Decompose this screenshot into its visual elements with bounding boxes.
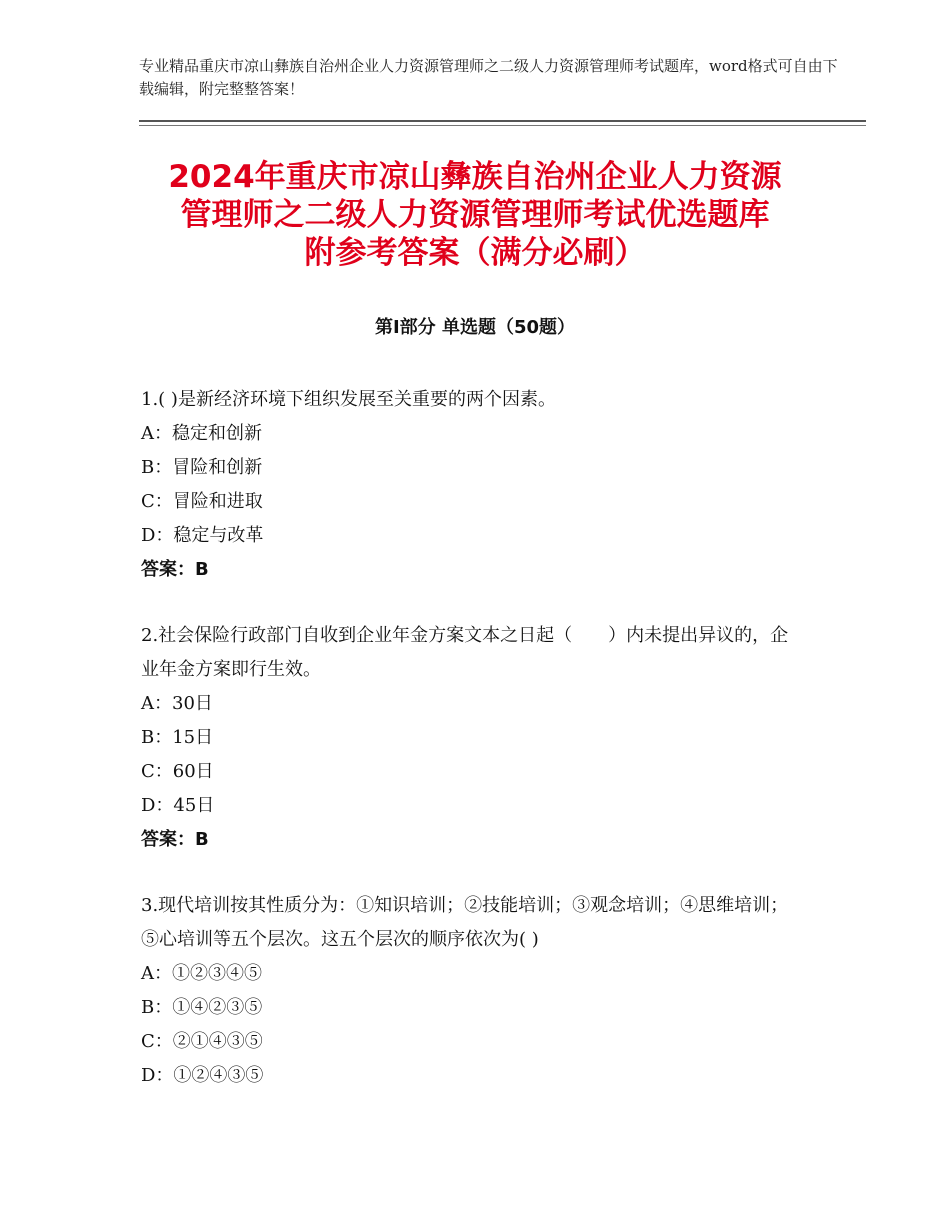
- option-b: B：15日: [141, 727, 214, 748]
- question-stem: 3.现代培训按其性质分为：①知识培训；②技能培训；③观念培训；④思维培训；⑤心培训等五个层次。这五个层次的顺序依次为( ): [141, 895, 789, 950]
- option-a: A：30日: [141, 693, 213, 714]
- question-stem: 2.社会保险行政部门自收到企业年金方案文本之日起（ ）内未提出异议的，企业年金方案即行生效。: [141, 625, 789, 680]
- option-a: A：稳定和创新: [141, 423, 262, 444]
- document-title-line-1: 2024年重庆市凉山彝族自治州企业人力资源: [168, 159, 782, 195]
- option-a: A：①②③④⑤: [141, 963, 262, 984]
- question-spacer: [141, 587, 801, 619]
- question-1: [141, 383, 801, 587]
- header-divider-thin: [139, 125, 866, 126]
- option-c: C：冒险和进取: [141, 491, 263, 512]
- document-title-line-3: 附参考答案（满分必刷）: [304, 235, 646, 271]
- option-d: D：45日: [141, 795, 215, 816]
- question-list: [141, 383, 801, 1093]
- option-b: B：冒险和创新: [141, 457, 263, 478]
- header-divider-thick: [139, 120, 866, 122]
- answer-label: 答案：B: [141, 829, 209, 850]
- document-title-line-2: 管理师之二级人力资源管理师考试优选题库: [180, 197, 770, 233]
- question-stem: 1.( )是新经济环境下组织发展至关重要的两个因素。: [141, 389, 556, 410]
- answer-label: 答案：B: [141, 559, 209, 580]
- question-spacer: [141, 857, 801, 889]
- question-3: [141, 889, 801, 1093]
- question-2: [141, 619, 801, 857]
- option-d: D：稳定与改革: [141, 525, 264, 546]
- option-d: D：①②④③⑤: [141, 1065, 264, 1086]
- document-title: [110, 158, 840, 272]
- option-c: C：②①④③⑤: [141, 1031, 263, 1052]
- section-title: 第Ⅰ部分 单选题（50题）: [374, 317, 575, 338]
- option-b: B：①④②③⑤: [141, 997, 263, 1018]
- option-c: C：60日: [141, 761, 214, 782]
- header-note: 专业精品重庆市凉山彝族自治州企业人力资源管理师之二级人力资源管理师考试题库，word格式可自由下载编辑，附完整整答案！: [139, 57, 838, 98]
